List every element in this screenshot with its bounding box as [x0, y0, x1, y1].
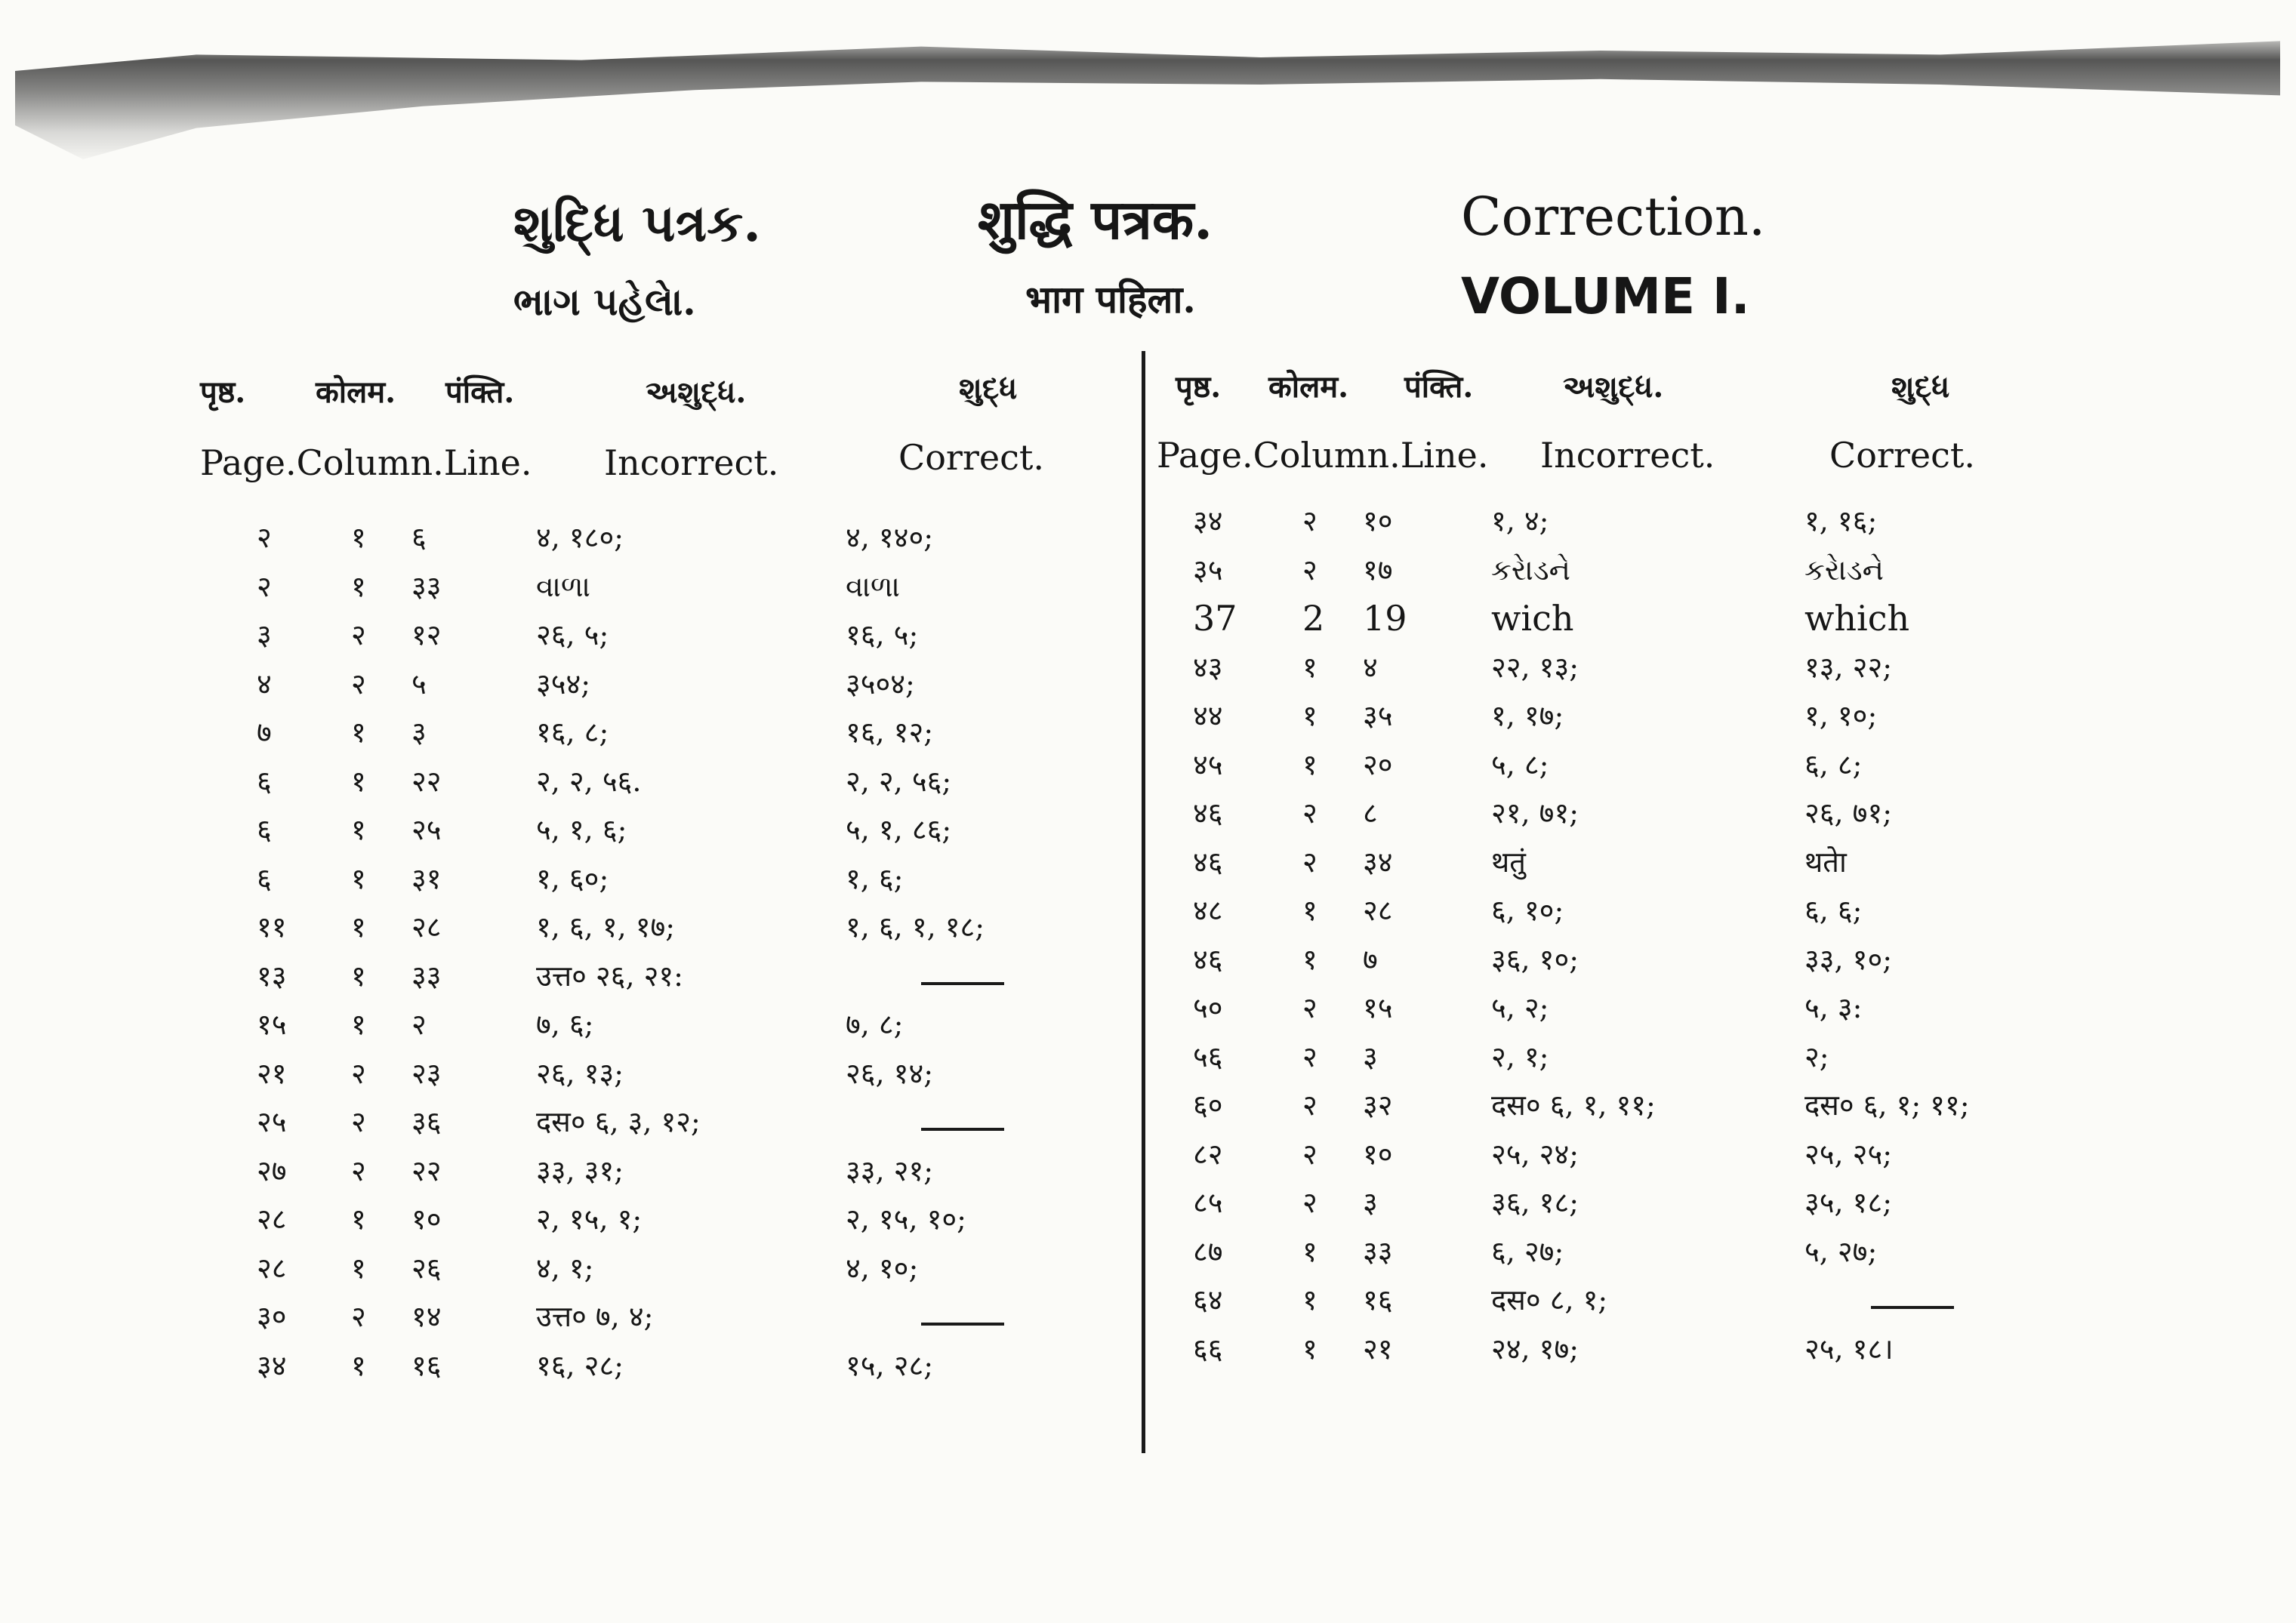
omit-dash — [1871, 1306, 1954, 1309]
line-cell: ३६ — [411, 1105, 442, 1138]
correct-cell: વાળા — [846, 569, 900, 603]
errata-row — [0, 984, 2296, 1032]
correct-cell: ७, ८; — [846, 1008, 904, 1041]
correct-cell: २५, १८। — [1804, 1332, 1894, 1366]
incorrect-cell: २४, १७; — [1491, 1332, 1579, 1366]
line-cell: २२ — [411, 764, 442, 798]
column-cell: १ — [351, 813, 366, 846]
header-column-hi-left: कोलम. — [316, 374, 396, 410]
incorrect-cell: २५, २४; — [1491, 1137, 1579, 1171]
page-cell: ३० — [257, 1300, 287, 1333]
column-cell: २ — [351, 1056, 366, 1090]
column-cell: २ — [351, 1300, 366, 1333]
page-cell: २८ — [257, 1203, 287, 1236]
column-cell: १ — [351, 1008, 366, 1041]
page-cell: ८२ — [1193, 1137, 1223, 1171]
column-cell: २ — [1302, 1039, 1318, 1073]
correct-cell: १६, ५; — [846, 618, 919, 651]
column-cell: २ — [1302, 845, 1318, 879]
page-cell: ६ — [257, 764, 272, 798]
header-incorrect-en-left: Incorrect. — [604, 442, 779, 483]
scan-shadow-band — [15, 30, 2280, 166]
title-hindi: शुद्धि पत्रक. — [978, 187, 1213, 251]
header-line-hi-right: पंक्ति. — [1404, 369, 1474, 405]
line-cell: २८ — [411, 910, 442, 944]
incorrect-cell: wich — [1491, 598, 1574, 639]
line-cell: ३३ — [411, 569, 442, 603]
incorrect-cell: १, ४; — [1491, 504, 1549, 537]
errata-row — [0, 643, 2296, 691]
correct-cell: ३५०४; — [846, 667, 915, 701]
page-cell: ४४ — [1193, 699, 1223, 732]
line-cell: १५ — [1363, 991, 1393, 1024]
incorrect-cell: दस० ६, १, ११; — [1491, 1089, 1656, 1122]
header-incorrect-gu-left: અશુદ્ધ. — [646, 374, 747, 410]
header-incorrect-en-right: Incorrect. — [1540, 435, 1715, 476]
column-cell: १ — [351, 521, 366, 554]
column-cell: १ — [1302, 747, 1318, 781]
errata-row — [0, 1130, 2296, 1178]
page-cell: ३५ — [1193, 553, 1223, 587]
correct-cell: २६, १४; — [846, 1056, 934, 1090]
line-cell: २३ — [411, 1056, 442, 1090]
incorrect-cell: उत्त० ७, ४; — [536, 1300, 654, 1333]
incorrect-cell: १, ६०; — [536, 861, 609, 895]
errata-row — [0, 1081, 2296, 1129]
column-cell: १ — [1302, 894, 1318, 927]
line-cell: १७ — [1363, 553, 1393, 587]
line-cell: ४ — [1363, 650, 1378, 684]
incorrect-cell: १, ६, १, १७; — [536, 910, 676, 944]
correct-cell: २, १५, १०; — [846, 1203, 966, 1236]
column-cell: १ — [1302, 1332, 1318, 1366]
page-cell: २७ — [257, 1153, 287, 1187]
column-cell: १ — [1302, 650, 1318, 684]
incorrect-cell: ५, ८; — [1491, 747, 1549, 781]
column-cell: 2 — [1302, 598, 1325, 639]
errata-row — [0, 1276, 2296, 1324]
line-cell: 19 — [1363, 598, 1407, 639]
line-cell: ८ — [1363, 796, 1378, 830]
errata-row — [0, 838, 2296, 886]
line-cell: ३५ — [1363, 699, 1393, 732]
page-cell: ६० — [1193, 1089, 1223, 1122]
errata-row — [0, 594, 2296, 642]
line-cell: १४ — [411, 1300, 442, 1333]
page-cell: ४८ — [1193, 894, 1223, 927]
column-cell: २ — [351, 667, 366, 701]
column-cell: २ — [1302, 796, 1318, 830]
line-cell: १० — [411, 1203, 442, 1236]
correct-cell: १, ६; — [846, 861, 904, 895]
errata-row — [0, 741, 2296, 789]
column-cell: २ — [1302, 991, 1318, 1024]
incorrect-cell: दस० ८, १; — [1491, 1283, 1608, 1317]
correct-cell: २, २, ५६; — [846, 764, 952, 798]
incorrect-cell: કરેાડને — [1491, 553, 1570, 587]
incorrect-cell: ३५४; — [536, 667, 591, 701]
header-column-en-right: Column. — [1253, 435, 1401, 476]
page-cell: ३४ — [257, 1348, 287, 1382]
column-cell: १ — [351, 1203, 366, 1236]
page-cell: २ — [257, 569, 272, 603]
line-cell: ३१ — [411, 861, 442, 895]
column-cell: २ — [1302, 1137, 1318, 1171]
incorrect-cell: ६, १०; — [1491, 894, 1564, 927]
correct-cell: ४, १०; — [846, 1251, 919, 1285]
page-cell: ३ — [257, 618, 272, 651]
correct-cell: ५, १, ८६; — [846, 813, 952, 846]
line-cell: १२ — [411, 618, 442, 651]
header-correct-en-left: Correct. — [898, 437, 1044, 478]
page-cell: ७ — [257, 716, 272, 749]
incorrect-cell: ७, ६; — [536, 1008, 594, 1041]
volume-hindi: भाग पहिला. — [1025, 277, 1196, 322]
column-cell: १ — [351, 1348, 366, 1382]
errata-row — [0, 789, 2296, 837]
page-cell: ४६ — [1193, 942, 1223, 976]
correct-cell: १, १०; — [1804, 699, 1878, 732]
header-page-en-left: Page. — [200, 442, 297, 483]
column-cell: १ — [1302, 699, 1318, 732]
header-correct-gu-left: શુદ્ધ — [959, 371, 1018, 406]
page-cell: ४ — [257, 667, 272, 701]
errata-row — [0, 1227, 2296, 1276]
correct-cell: ३५, १८; — [1804, 1186, 1893, 1219]
page-cell: ५० — [1193, 991, 1223, 1024]
line-cell: २० — [1363, 747, 1393, 781]
header-line-en-right: Line. — [1400, 435, 1489, 476]
correct-cell: थतेा — [1804, 845, 1847, 879]
column-cell: २ — [1302, 553, 1318, 587]
line-cell: २८ — [1363, 894, 1393, 927]
incorrect-cell: ४, १; — [536, 1251, 594, 1285]
line-cell: १६ — [411, 1348, 442, 1382]
line-cell: १० — [1363, 1137, 1393, 1171]
header-line-hi-left: पंक्ति. — [445, 374, 515, 410]
column-cell: २ — [1302, 504, 1318, 537]
line-cell: ७ — [1363, 942, 1378, 976]
line-cell: ३ — [411, 716, 427, 749]
incorrect-cell: ३३, ३१; — [536, 1153, 624, 1187]
page-cell: ३४ — [1193, 504, 1223, 537]
column-cell: १ — [351, 764, 366, 798]
correct-cell: ५, ३: — [1804, 991, 1863, 1024]
header-correct-en-right: Correct. — [1829, 435, 1975, 476]
errata-row — [0, 497, 2296, 545]
column-cell: २ — [351, 618, 366, 651]
title-gujarati: શુદ્ધિ પત્રક. — [513, 193, 761, 254]
correct-cell: २५, २५; — [1804, 1137, 1893, 1171]
line-cell: ३ — [1363, 1039, 1378, 1073]
column-cell: १ — [351, 716, 366, 749]
page-cell: ४६ — [1193, 796, 1223, 830]
page-cell: ४३ — [1193, 650, 1223, 684]
header-page-column-line-left — [200, 442, 532, 483]
page-cell: ११ — [257, 910, 287, 944]
incorrect-cell: थतुं — [1491, 845, 1526, 879]
page-cell: ४६ — [1193, 845, 1223, 879]
incorrect-cell: उत्त० २६, २१: — [536, 959, 683, 993]
errata-row — [0, 1178, 2296, 1227]
header-page-hi-left: पृष्ठ. — [200, 374, 246, 410]
incorrect-cell: વાળા — [536, 569, 590, 603]
page-cell: ४५ — [1193, 747, 1223, 781]
incorrect-cell: ५, १, ६; — [536, 813, 627, 846]
header-incorrect-gu-right: અશુદ્ધ. — [1563, 369, 1664, 405]
incorrect-cell: ४, १८०; — [536, 521, 624, 554]
incorrect-cell: ३६, १०; — [1491, 942, 1579, 976]
page-cell: ६४ — [1193, 1283, 1223, 1317]
column-cell: २ — [1302, 1089, 1318, 1122]
volume-english: VOLUME I. — [1461, 267, 1750, 325]
incorrect-cell: १६, २८; — [536, 1348, 624, 1382]
line-cell: ३४ — [1363, 845, 1393, 879]
errata-row — [0, 935, 2296, 984]
column-cell: १ — [351, 910, 366, 944]
correct-cell: ३३, २१; — [846, 1153, 934, 1187]
correct-cell: ३३, १०; — [1804, 942, 1893, 976]
incorrect-cell: २, १; — [1491, 1039, 1549, 1073]
line-cell: ३२ — [1363, 1089, 1393, 1122]
incorrect-cell: २, २, ५६. — [536, 764, 642, 798]
header-column-hi-right: कोलम. — [1268, 369, 1349, 405]
line-cell: २ — [411, 1008, 427, 1041]
page-cell: २५ — [257, 1105, 287, 1138]
line-cell: २१ — [1363, 1332, 1393, 1366]
incorrect-cell: ६, २७; — [1491, 1234, 1564, 1268]
column-cell: १ — [1302, 1283, 1318, 1317]
correct-cell: १३, २२; — [1804, 650, 1893, 684]
page-cell: 37 — [1193, 598, 1237, 639]
correct-cell: ६, ६; — [1804, 894, 1863, 927]
page-cell: २ — [257, 521, 272, 554]
incorrect-cell: २१, ७१; — [1491, 796, 1579, 830]
correct-cell: ५, २७; — [1804, 1234, 1878, 1268]
line-cell: ३३ — [1363, 1234, 1393, 1268]
errata-row — [0, 1325, 2296, 1373]
page-cell: ५६ — [1193, 1039, 1223, 1073]
correct-cell: which — [1804, 598, 1910, 639]
incorrect-cell: १६, ८; — [536, 716, 609, 749]
column-cell: १ — [1302, 1234, 1318, 1268]
correct-cell: १५, २८; — [846, 1348, 934, 1382]
correct-cell: १, १६; — [1804, 504, 1878, 537]
volume-gujarati: ભાગ પહેલેા. — [513, 279, 696, 324]
page-cell: ८७ — [1193, 1234, 1223, 1268]
page-cell: १३ — [257, 959, 287, 993]
incorrect-cell: २६, ५; — [536, 618, 609, 651]
errata-row — [0, 691, 2296, 740]
correct-cell: કરેાડને — [1804, 553, 1884, 587]
incorrect-cell: २२, १३; — [1491, 650, 1579, 684]
incorrect-cell: २, १५, १; — [536, 1203, 643, 1236]
correct-cell: दस० ६, १; ११; — [1804, 1089, 1970, 1122]
line-cell: ३ — [1363, 1186, 1378, 1219]
correct-cell: ४, १४०; — [846, 521, 934, 554]
incorrect-cell: दस० ६, ३, १२; — [536, 1105, 701, 1138]
errata-row — [0, 1033, 2296, 1081]
line-cell: ५ — [411, 667, 427, 701]
page-cell: १५ — [257, 1008, 287, 1041]
line-cell: २२ — [411, 1153, 442, 1187]
column-cell: १ — [351, 1251, 366, 1285]
errata-row — [0, 886, 2296, 935]
header-correct-gu-right: શુદ્ધ — [1891, 369, 1950, 405]
incorrect-cell: १, १७; — [1491, 699, 1564, 732]
column-cell: १ — [351, 861, 366, 895]
correct-cell: २६, ७१; — [1804, 796, 1893, 830]
column-cell: १ — [351, 959, 366, 993]
incorrect-cell: २६, १३; — [536, 1056, 624, 1090]
line-cell: २५ — [411, 813, 442, 846]
line-cell: १६ — [1363, 1283, 1393, 1317]
column-cell: २ — [351, 1105, 366, 1138]
correct-cell: १, ६, १, १८; — [846, 910, 985, 944]
incorrect-cell: ३६, १८; — [1491, 1186, 1579, 1219]
header-column-en-left: Column. — [296, 442, 444, 483]
correct-cell: २; — [1804, 1039, 1829, 1073]
header-page-en-right: Page. — [1157, 435, 1253, 476]
page-cell: ८५ — [1193, 1186, 1223, 1219]
page-cell: ६६ — [1193, 1332, 1223, 1366]
column-cell: २ — [1302, 1186, 1318, 1219]
line-cell: १० — [1363, 504, 1393, 537]
page-cell: २१ — [257, 1056, 287, 1090]
correct-cell: १६, १२; — [846, 716, 934, 749]
header-line-en-left: Line. — [443, 442, 532, 483]
correct-cell: ६, ८; — [1804, 747, 1863, 781]
column-cell: १ — [1302, 942, 1318, 976]
header-page-hi-right: पृष्ठ. — [1176, 369, 1222, 405]
errata-row — [0, 546, 2296, 594]
incorrect-cell: ५, २; — [1491, 991, 1549, 1024]
column-cell: २ — [351, 1153, 366, 1187]
page-cell: २८ — [257, 1251, 287, 1285]
page-cell: ६ — [257, 861, 272, 895]
page-cell: ६ — [257, 813, 272, 846]
title-english: Correction. — [1461, 186, 1766, 248]
column-cell: १ — [351, 569, 366, 603]
header-page-column-line-right — [1157, 435, 1489, 476]
line-cell: ६ — [411, 521, 427, 554]
line-cell: २६ — [411, 1251, 442, 1285]
line-cell: ३३ — [411, 959, 442, 993]
